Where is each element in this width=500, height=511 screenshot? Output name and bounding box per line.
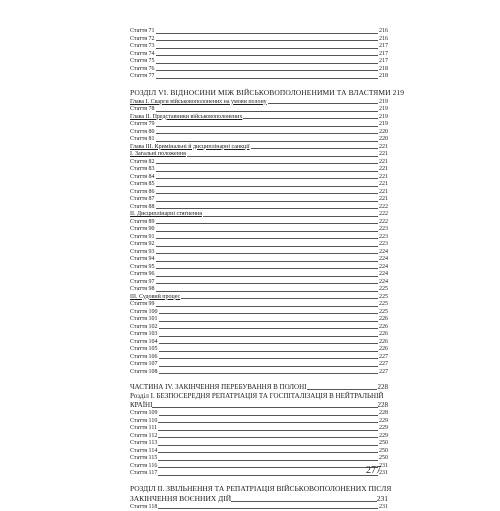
toc-entry[interactable] — [130, 66, 388, 74]
toc-entry[interactable] — [130, 470, 388, 478]
toc-entry-title: Стаття 90 — [130, 226, 156, 234]
toc-entry[interactable] — [130, 346, 388, 354]
toc-entry-page: 250 — [378, 440, 388, 448]
toc-entry[interactable] — [130, 106, 388, 114]
toc-entry[interactable] — [130, 286, 388, 294]
leader-line — [156, 186, 378, 187]
toc-entry-page: 228 — [377, 382, 389, 392]
leader-line — [159, 336, 378, 337]
toc-entry[interactable] — [130, 234, 388, 242]
toc-entry[interactable] — [130, 301, 388, 309]
leader-line — [156, 283, 378, 284]
leader-line — [159, 351, 378, 352]
toc-entry-page: 225 — [378, 301, 388, 309]
toc-entry-title-cont: КРАЇНІ — [130, 401, 152, 410]
toc-entry-page: 250 — [378, 448, 388, 456]
toc-entry[interactable] — [130, 425, 388, 433]
toc-entry-title: РОЗДІЛ VI. ВІДНОСИНИ МІЖ ВІЙСЬКОВОПОЛОНЕНИМИ ТА ВЛАСТЯМИ — [130, 87, 392, 99]
toc-entry[interactable] — [130, 174, 388, 182]
toc-entry-page: 220 — [378, 136, 388, 144]
leader-line — [203, 216, 378, 217]
leader-line — [158, 508, 378, 509]
leader-line — [156, 55, 378, 56]
toc-entry-page: 224 — [378, 264, 388, 272]
toc-entry-title: Стаття 93 — [130, 249, 156, 257]
toc-entry-title: ЧАСТИНА IV. ЗАКІНЧЕННЯ ПЕРЕБУВАННЯ В ПОЛОНІ — [130, 382, 307, 392]
toc-entry-page: 221 — [378, 144, 388, 152]
toc-entry-title: Стаття 97 — [130, 279, 156, 287]
toc-entry[interactable] — [130, 463, 388, 471]
leader-line — [156, 238, 378, 239]
toc-entry[interactable] — [130, 166, 388, 174]
leader-line — [158, 445, 378, 446]
page-number: 277 — [366, 465, 381, 476]
toc-entry-page: 216 — [378, 28, 388, 36]
toc-entry[interactable] — [130, 455, 388, 463]
toc-entry-title: Стаття 89 — [130, 219, 156, 227]
toc-entry-page: 221 — [378, 151, 388, 159]
leader-line — [231, 501, 377, 502]
toc-group-section-2 — [130, 504, 388, 511]
toc-entry-page: 221 — [378, 181, 388, 189]
toc-entry-page: 216 — [378, 36, 388, 44]
toc-entry-page: 219 — [378, 99, 388, 107]
toc-entry[interactable] — [130, 151, 388, 159]
toc-entry[interactable] — [130, 440, 388, 448]
toc-entry-page: 219 — [392, 87, 405, 99]
toc-entry-page: 220 — [378, 129, 388, 137]
leader-line — [156, 201, 378, 202]
toc-entry[interactable] — [130, 418, 388, 426]
toc-group-section-1 — [130, 410, 388, 478]
toc-entry-page: 231 — [378, 463, 388, 471]
toc-entry-title: Глава III. Кримінальні й дисциплінарні санкції — [130, 144, 251, 152]
toc-entry-page: 231 — [378, 470, 388, 478]
toc-entry[interactable] — [130, 316, 388, 324]
toc-entry-title: Глава II. Представники військовополонених — [130, 114, 243, 122]
leader-line — [156, 63, 378, 64]
toc-entry-page: 227 — [378, 369, 388, 377]
toc-entry[interactable] — [130, 196, 388, 204]
toc-entry[interactable] — [130, 204, 388, 212]
toc-entry[interactable] — [130, 241, 388, 249]
toc-entry[interactable] — [130, 361, 388, 369]
toc-entry[interactable] — [130, 339, 388, 347]
leader-line — [156, 70, 378, 71]
toc-entry-title: Стаття 104 — [130, 339, 159, 347]
toc-entry-title: Стаття 82 — [130, 159, 156, 167]
leader-line — [181, 298, 378, 299]
toc-entry-page: 219 — [378, 121, 388, 129]
toc-entry[interactable] — [130, 324, 388, 332]
toc-entry-title: Стаття 84 — [130, 174, 156, 182]
leader-line — [156, 111, 378, 112]
toc-entry-title: Стаття 102 — [130, 324, 159, 332]
leader-line — [156, 291, 378, 292]
toc-group-section-6 — [130, 99, 388, 377]
toc-entry[interactable] — [130, 369, 388, 377]
toc-entry-title: Стаття 112 — [130, 433, 158, 441]
toc-entry-title: Стаття 111 — [130, 425, 158, 433]
leader-line — [158, 460, 378, 461]
leader-line — [156, 246, 378, 247]
toc-entry-title: Стаття 77 — [130, 73, 156, 81]
toc-entry-page: 224 — [378, 271, 388, 279]
toc-entry-title: Стаття 88 — [130, 204, 156, 212]
leader-line — [156, 178, 378, 179]
toc-entry[interactable] — [130, 271, 388, 279]
toc-entry-page: 221 — [378, 189, 388, 197]
toc-entry-page: 250 — [378, 455, 388, 463]
leader-line — [251, 148, 378, 149]
toc-entry-title: Стаття 86 — [130, 189, 156, 197]
toc-entry-title: Глава I. Скарги військовополонених на умови полону — [130, 99, 268, 107]
toc-entry[interactable] — [130, 43, 388, 51]
toc-entry[interactable] — [130, 433, 388, 441]
toc-entry[interactable] — [130, 58, 388, 66]
toc-entry[interactable] — [130, 294, 388, 302]
toc-entry-page: 228 — [378, 410, 388, 418]
toc-entry-page: 229 — [378, 433, 388, 441]
toc-section-6[interactable] — [130, 87, 388, 99]
leader-line — [156, 78, 378, 79]
leader-line — [156, 231, 378, 232]
toc-section-2[interactable] — [130, 484, 388, 504]
toc-entry[interactable] — [130, 189, 388, 197]
toc-group-articles-71-77 — [130, 28, 388, 81]
leader-line — [152, 407, 377, 408]
toc-entry-page: 224 — [378, 279, 388, 287]
leader-line — [158, 430, 378, 431]
toc-entry-title: Стаття 109 — [130, 410, 159, 418]
toc-entry[interactable] — [130, 219, 388, 227]
leader-line — [158, 437, 378, 438]
toc-entry-page: 217 — [378, 51, 388, 59]
toc-entry[interactable] — [130, 36, 388, 44]
leader-line — [243, 118, 378, 119]
toc-entry[interactable] — [130, 448, 388, 456]
toc-entry-title: Стаття 75 — [130, 58, 156, 66]
toc-entry-title: Стаття 117 — [130, 470, 158, 478]
toc-entry-title: II. Дисциплінарні стягнення — [130, 211, 203, 219]
leader-line — [156, 276, 378, 277]
toc-entry-page: 219 — [378, 114, 388, 122]
toc-entry-title: I. Загальні положення — [130, 151, 187, 159]
toc-entry-title: Стаття 103 — [130, 331, 159, 339]
toc-entry-page: 225 — [378, 294, 388, 302]
toc-entry-title: Стаття 110 — [130, 418, 158, 426]
toc-entry-title: Стаття 80 — [130, 129, 156, 137]
leader-line — [156, 171, 378, 172]
toc-entry-page: 218 — [378, 73, 388, 81]
leader-line — [159, 373, 378, 374]
toc-entry-title: Стаття 115 — [130, 455, 158, 463]
leader-line — [156, 141, 378, 142]
toc-entry-page: 231 — [378, 504, 388, 511]
toc-entry-page: 222 — [378, 204, 388, 212]
toc-entry-title: Стаття 85 — [130, 181, 156, 189]
toc-entry-page: 222 — [378, 219, 388, 227]
toc-entry-page: 227 — [378, 354, 388, 362]
toc-entry[interactable] — [130, 256, 388, 264]
toc-entry[interactable] — [130, 144, 388, 152]
leader-line — [159, 366, 378, 367]
leader-line — [156, 306, 378, 307]
toc-entry-title: Стаття 72 — [130, 36, 156, 44]
toc-entry-title: Стаття 79 — [130, 121, 156, 129]
toc-entry-title: Стаття 74 — [130, 51, 156, 59]
leader-line — [159, 321, 378, 322]
leader-line — [187, 156, 378, 157]
leader-line — [158, 467, 378, 468]
leader-line — [156, 40, 378, 41]
leader-line — [158, 475, 378, 476]
toc-entry-title: Стаття 114 — [130, 448, 158, 456]
toc-entry-title-cont: ЗАКІНЧЕННЯ ВОЄННИХ ДІЙ — [130, 494, 231, 504]
toc-entry-title: Стаття 118 — [130, 504, 158, 511]
leader-line — [156, 48, 378, 49]
leader-line — [156, 253, 378, 254]
toc-entry[interactable] — [130, 264, 388, 272]
toc-entry-title: Стаття 108 — [130, 369, 159, 377]
toc-entry-page: 226 — [378, 339, 388, 347]
toc-entry[interactable] — [130, 226, 388, 234]
toc-entry-title: Стаття 78 — [130, 106, 156, 114]
toc-part-4[interactable] — [130, 382, 388, 392]
toc-entry[interactable] — [130, 51, 388, 59]
toc-entry-page: 221 — [378, 196, 388, 204]
leader-line — [159, 358, 378, 359]
toc-entry[interactable] — [130, 279, 388, 287]
toc-entry-page: 231 — [377, 494, 388, 504]
toc-entry-title: РОЗДІЛ II. ЗВІЛЬНЕННЯ ТА РЕПАТРІАЦІЯ ВІЙСЬКОВОПОЛОНЕНИХ ПІСЛЯ — [130, 484, 391, 494]
toc-entry-title: Стаття 100 — [130, 309, 159, 317]
toc-entry-title: Стаття 73 — [130, 43, 156, 51]
toc-entry-page: 223 — [378, 226, 388, 234]
toc-entry-title: Стаття 107 — [130, 361, 159, 369]
toc-entry-title: Стаття 105 — [130, 346, 159, 354]
leader-line — [268, 103, 378, 104]
toc-entry-page: 218 — [378, 66, 388, 74]
toc-entry-title: Розділ I. БЕЗПОСЕРЕДНЯ РЕПАТРІАЦІЯ ТА ГОСПІТАЛІЗАЦІЯ В НЕЙТРАЛЬНІЙ — [130, 392, 388, 401]
toc-entry-title: Стаття 116 — [130, 463, 158, 471]
toc-entry-page: 225 — [378, 286, 388, 294]
leader-line — [156, 163, 378, 164]
toc-entry[interactable] — [130, 159, 388, 167]
toc-entry[interactable] — [130, 504, 388, 511]
toc-entry-page: 221 — [378, 159, 388, 167]
toc-entry-page: 217 — [378, 43, 388, 51]
toc-entry-page: 225 — [378, 309, 388, 317]
toc-entry[interactable] — [130, 211, 388, 219]
toc-entry[interactable] — [130, 309, 388, 317]
toc-entry[interactable] — [130, 99, 388, 107]
toc-entry-page: 229 — [378, 418, 388, 426]
leader-line — [156, 261, 378, 262]
toc-entry[interactable] — [130, 136, 388, 144]
toc-entry-title: Стаття 92 — [130, 241, 156, 249]
toc-entry-title: Стаття 96 — [130, 271, 156, 279]
toc-entry-title: Стаття 98 — [130, 286, 156, 294]
toc-entry-page: 227 — [378, 361, 388, 369]
toc-entry-page: 223 — [378, 234, 388, 242]
leader-line — [158, 422, 378, 423]
toc-entry-title: III. Судовий процес — [130, 294, 181, 302]
toc-entry-title: Стаття 81 — [130, 136, 156, 144]
toc-entry-page: 226 — [378, 346, 388, 354]
toc-entry[interactable] — [130, 181, 388, 189]
leader-line — [159, 415, 378, 416]
toc-entry-page: 219 — [378, 106, 388, 114]
toc-entry[interactable] — [130, 129, 388, 137]
toc-entry-title: Стаття 101 — [130, 316, 159, 324]
toc-entry[interactable] — [130, 114, 388, 122]
toc-entry-page: 223 — [378, 241, 388, 249]
toc-entry-title: Стаття 83 — [130, 166, 156, 174]
toc-entry[interactable] — [130, 73, 388, 81]
leader-line — [156, 208, 378, 209]
leader-line — [159, 328, 378, 329]
toc-entry[interactable] — [130, 249, 388, 257]
toc-entry-page: 224 — [378, 256, 388, 264]
toc-entry-title: Стаття 94 — [130, 256, 156, 264]
toc-entry-page: 228 — [378, 401, 389, 410]
toc-entry-title: Стаття 113 — [130, 440, 158, 448]
toc-entry[interactable] — [130, 410, 388, 418]
toc-entry-page: 221 — [378, 166, 388, 174]
leader-line — [156, 133, 378, 134]
leader-line — [158, 452, 378, 453]
leader-line — [156, 223, 378, 224]
toc-entry-title: Стаття 95 — [130, 264, 156, 272]
toc-entry[interactable] — [130, 354, 388, 362]
toc-entry[interactable] — [130, 28, 388, 36]
toc-entry-page: 221 — [378, 174, 388, 182]
leader-line — [307, 389, 376, 390]
toc-entry-page: 217 — [378, 58, 388, 66]
leader-line — [156, 33, 378, 34]
toc-entry-page: 226 — [378, 324, 388, 332]
leader-line — [159, 313, 378, 314]
toc-entry-title: Стаття 87 — [130, 196, 156, 204]
toc-entry-title: Стаття 99 — [130, 301, 156, 309]
leader-line — [156, 268, 378, 269]
leader-line — [156, 193, 378, 194]
toc-entry-title: Стаття 91 — [130, 234, 156, 242]
toc-section-1[interactable] — [130, 392, 388, 410]
toc-entry-title: Стаття 106 — [130, 354, 159, 362]
toc-entry-page: 226 — [378, 331, 388, 339]
toc-entry-page: 226 — [378, 316, 388, 324]
toc-entry-page: 224 — [378, 249, 388, 257]
toc-entry-page: 229 — [378, 425, 388, 433]
leader-line — [159, 343, 378, 344]
toc-entry-title: Стаття 71 — [130, 28, 156, 36]
toc-entry-page: 222 — [378, 211, 388, 219]
leader-line — [156, 126, 378, 127]
toc-entry[interactable] — [130, 121, 388, 129]
toc-entry[interactable] — [130, 331, 388, 339]
table-of-contents — [130, 28, 388, 511]
toc-entry-title: Стаття 76 — [130, 66, 156, 74]
